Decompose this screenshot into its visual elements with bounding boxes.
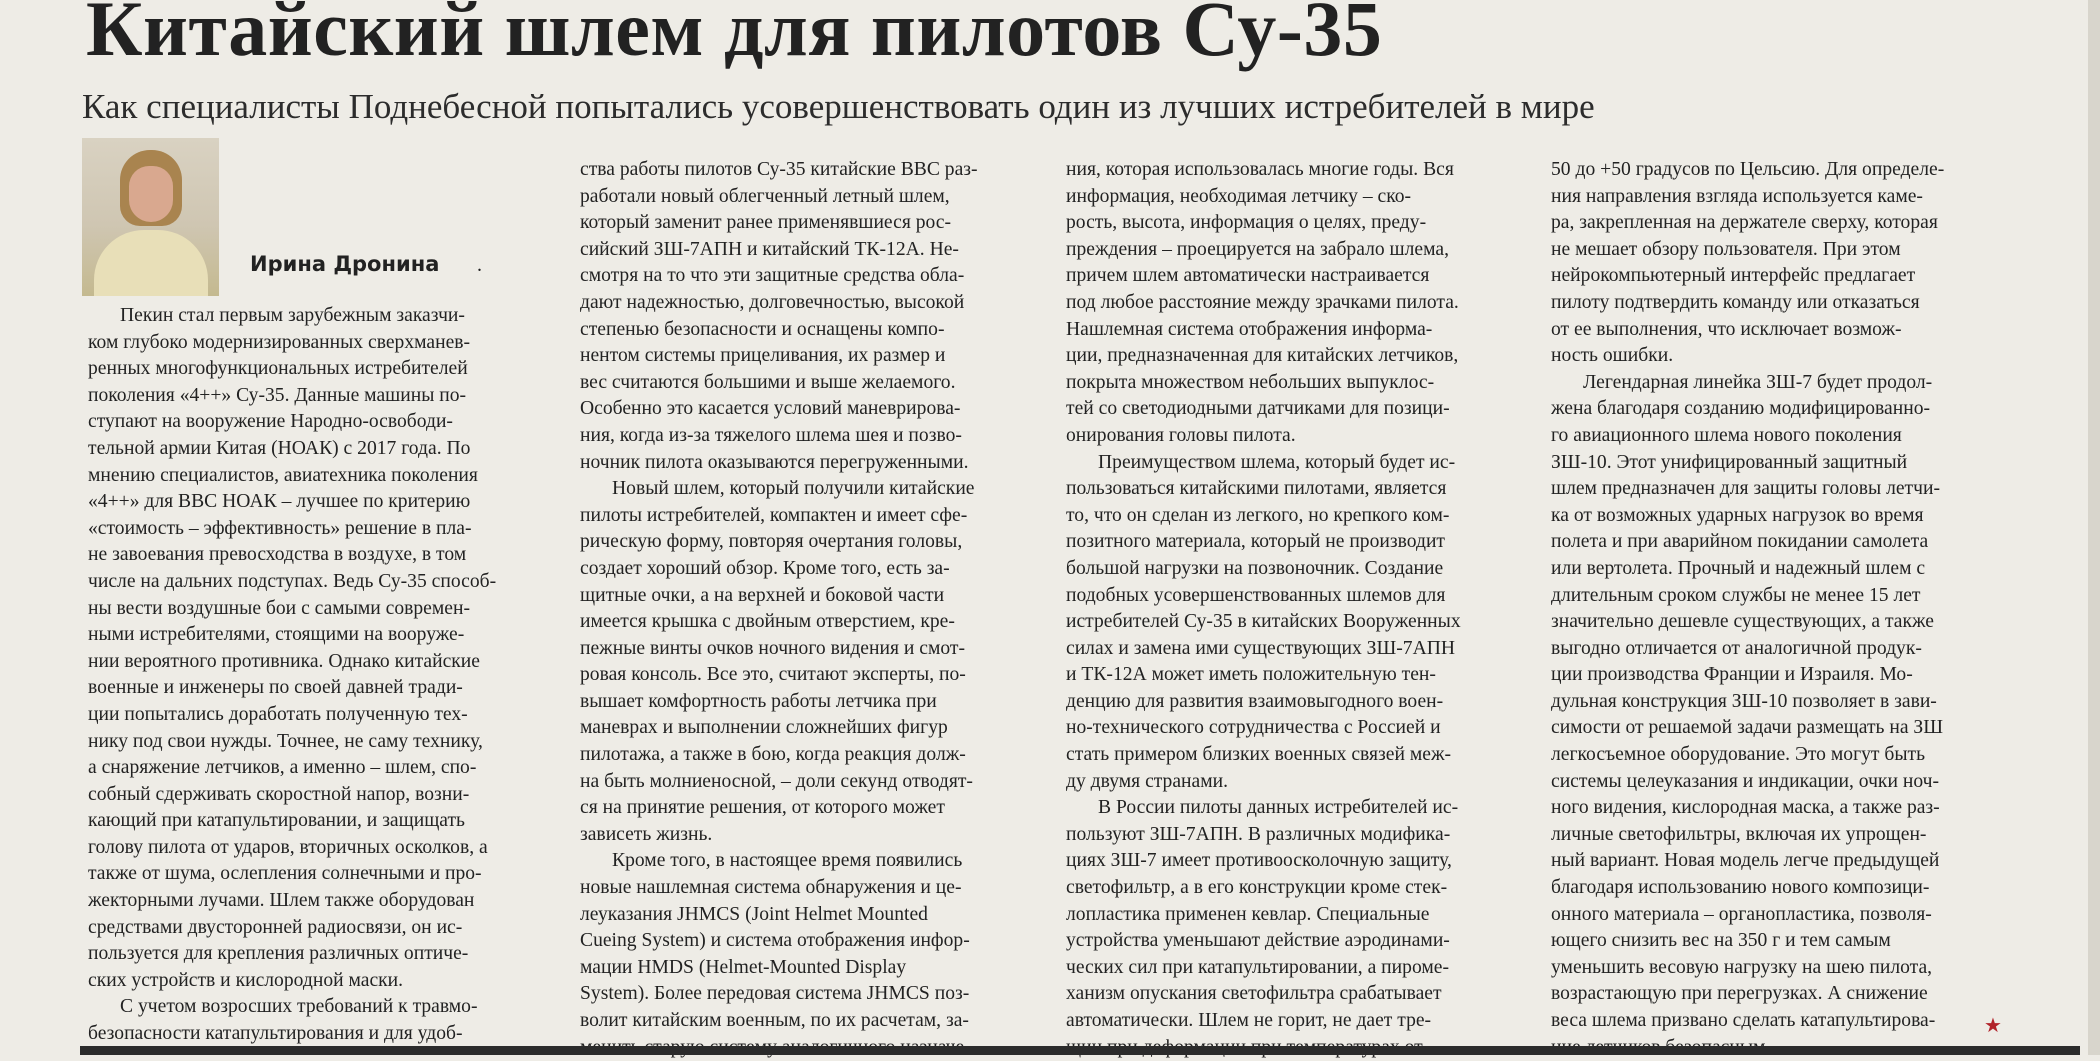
text-line: дульная конструкция ЗШ-10 позволяет в зави- (1551, 690, 1937, 712)
text-line: лопластика применен кевлар. Специальные (1066, 903, 1430, 925)
text-line: нии вероятного противника. Однако китайские (88, 650, 480, 672)
text-line: создает хороший обзор. Кроме того, есть за- (580, 557, 950, 579)
text-line: личные светофильтры, включая их упрощен- (1551, 823, 1927, 845)
text-line: большой нагрузки на позвоночник. Создание (1066, 557, 1444, 579)
text-line: мации HMDS (Helmet-Mounted Display (580, 956, 907, 978)
text-line: поколения «4++» Су-35. Данные машины по- (88, 384, 467, 406)
text-line: ного видения, кислородная маска, а также раз- (1551, 797, 1940, 819)
text-line: также от шума, ослепления солнечными и про- (88, 863, 482, 885)
text-line: голову пилота от ударов, вторичных осколков, а (88, 836, 488, 858)
text-line: зависеть жизнь. (580, 823, 713, 845)
text-line: ся на принятие решения, от которого может (580, 797, 945, 819)
text-line: онирования головы пилота. (1066, 424, 1296, 446)
text-line: ровая консоль. Все это, считают эксперты, по- (580, 664, 966, 686)
text-line: подобных усовершенствованных шлемов для (1066, 584, 1446, 606)
text-line: ства работы пилотов Су-35 китайские ВВС раз- (580, 159, 978, 180)
text-line: собный сдерживать скоростной напор, возни- (88, 783, 470, 805)
text-line: ступают на вооружение Народно-освободи- (88, 411, 453, 433)
text-line: ночник пилота оказываются перегруженными. (580, 451, 969, 473)
text-line: и ТК-12А может иметь положительную тен- (1066, 664, 1436, 686)
text-line: пилотажа, а также в бою, когда реакция долж- (580, 744, 966, 766)
text-line: светофильтр, а в его конструкции кроме стек- (1066, 877, 1448, 899)
text-line: числе на дальних подступах. Ведь Су-35 способ- (88, 570, 497, 592)
text-line: пользуется для крепления различных оптиче- (88, 943, 469, 965)
text-line: Нашлемная система отображения информа- (1066, 318, 1433, 340)
text-line: имеется крышка с двойным отверстием, кре- (580, 611, 955, 633)
text-line: автоматически. Шлем не горит, не дает тре- (1066, 1010, 1432, 1031)
page-edge (2088, 0, 2100, 1055)
article-title: Китайский шлем для пилотов Су-35 (86, 0, 1383, 72)
text-line: а снаряжение летчиков, а именно – шлем, спо- (88, 757, 477, 779)
text-line: ющего снизить вес на 350 г и тем самым (1551, 930, 1891, 952)
text-line: циях ЗШ-7 имеет противоосколочную защиту, (1066, 850, 1452, 872)
text-line: не завоевания превосходства в воздухе, в том (88, 544, 467, 566)
text-line: ра, закрепленная на держателе сверху, которая (1551, 212, 1938, 234)
text-line: силах и замена ими существующих ЗШ-7АПН (1066, 637, 1456, 659)
text-line: сийский ЗШ-7АПН и китайский ТК-12А. Не- (580, 238, 959, 260)
text-line: новые нашлемная система обнаружения и це- (580, 877, 962, 899)
text-line: позитного материала, который не производит (1066, 531, 1445, 553)
text-line: или вертолета. Прочный и надежный шлем с (1551, 557, 1926, 579)
text-line: полета и при аварийном покидании самолета (1551, 531, 1929, 553)
text-line: «4++» для ВВС НОАК – лучшее по критерию (88, 491, 471, 513)
text-line: ции попытались доработать полученную тех- (88, 703, 468, 725)
author-dot: . (477, 254, 482, 276)
text-line: ность ошибки. (1551, 345, 1674, 367)
text-line: не мешает обзору пользователя. При этом (1551, 238, 1901, 260)
text-line: шлем предназначен для защиты головы летчи- (1551, 478, 1940, 500)
text-line: Особенно это касается условий маневрирова- (580, 398, 961, 420)
text-line: под любое расстояние между зрачками пилота. (1066, 291, 1459, 313)
text-line: который заменит ранее применявшиеся рос- (580, 212, 952, 234)
text-line: нику под свои нужды. Точнее, не саму технику, (88, 730, 483, 752)
text-line: В России пилоты данных истребителей ис- (1098, 797, 1459, 819)
text-line: значительно дешевле существующих, а также (1551, 611, 1934, 633)
text-line: вышает комфортность работы летчика при (580, 690, 937, 712)
text-line: пользуют ЗШ-7АПН. В различных модифика- (1066, 823, 1451, 845)
text-line: степенью безопасности и оснащены компо- (580, 318, 945, 340)
text-line: ских устройств и кислородной маски. (88, 969, 404, 991)
text-line: ЗШ-10. Этот унифицированный защитный (1551, 451, 1908, 473)
text-line: щитные очки, а на верхней и боковой части (580, 584, 945, 606)
text-line: Легендарная линейка ЗШ-7 будет продол- (1583, 371, 1933, 393)
text-line: причем шлем автоматически настраивается (1066, 265, 1430, 287)
text-line: нентом системы прицеливания, их размер и (580, 345, 946, 367)
text-column-4 (1551, 157, 2006, 1061)
text-line: покрыта множеством небольших выпуклос- (1066, 371, 1435, 393)
text-line: но-технического сотрудничества с Россией и (1066, 717, 1441, 739)
text-line: устройства уменьшают действие аэродинами- (1066, 930, 1450, 952)
text-line: пилоты истребителей, компактен и имеет сфе- (580, 504, 968, 526)
text-line: Cueing System) и система отображения инфор- (580, 930, 970, 952)
text-line: го авиационного шлема нового поколения (1551, 424, 1902, 446)
text-line: от ее выполнения, что исключает возмож- (1551, 318, 1902, 340)
text-line: пользоваться китайскими пилотами, является (1066, 478, 1447, 500)
text-line: ния, когда из-за тяжелого шлема шея и позво- (580, 424, 962, 446)
text-column-3 (1066, 157, 1524, 1061)
text-line: ными истребителями, стоящими на вооруже- (88, 624, 465, 646)
text-line: ком глубоко модернизированных сверхманев- (88, 331, 471, 353)
text-line: 50 до +50 градусов по Цельсию. Для определе- (1551, 159, 1945, 180)
text-line: уменьшить весовую нагрузку на шею пилота, (1551, 956, 1933, 978)
text-line: рость, высота, информация о целях, преду- (1066, 212, 1427, 234)
text-line: ханизм опускания светофильтра срабатывает (1066, 983, 1442, 1005)
text-line: пилоту подтвердить команду или отказаться (1551, 291, 1920, 313)
text-line: возрастающую при перегрузках. А снижение (1551, 983, 1928, 1005)
text-line: ный вариант. Новая модель легче предыдущей (1551, 850, 1940, 872)
text-line: Пекин стал первым зарубежным заказчи- (120, 305, 465, 326)
text-line: истребителей Су-35 в китайских Вооруженных (1066, 611, 1461, 633)
text-line: системы целеуказания и индикации, очки ноч- (1551, 770, 1939, 792)
text-line: средствами двусторонней радиосвязи, он ис- (88, 916, 463, 938)
text-line: на быть молниеносной, – доли секунд отводят- (580, 770, 973, 792)
text-line: «стоимость – эффективность» решение в пла- (88, 517, 472, 539)
text-line: выгодно отличается от аналогичной продук- (1551, 637, 1922, 659)
bottom-rule (80, 1046, 2080, 1055)
text-line: информация, необходимая летчику – ско- (1066, 185, 1412, 207)
text-line: кающий при катапультировании, и защищать (88, 810, 465, 832)
text-line: ния направления взгляда используется каме- (1551, 185, 1923, 207)
text-column-2 (580, 157, 1038, 1061)
text-line: Кроме того, в настоящее время появились (612, 850, 963, 872)
end-of-article-star-icon: ★ (1984, 1015, 2002, 1037)
text-line: System). Более передовая система JHMCS поз- (580, 983, 970, 1005)
author-name: Ирина Дронина (250, 252, 440, 276)
text-line: стать примером близких военных связей меж- (1066, 744, 1452, 766)
text-line: ренных многофункциональных истребителей (88, 358, 468, 380)
text-line: жекторными лучами. Шлем также оборудован (88, 890, 475, 912)
text-line: ции, предназначенная для китайских летчиков, (1066, 345, 1459, 367)
text-line: Новый шлем, который получили китайские (612, 478, 975, 500)
text-line: дают надежностью, долговечностью, высокой (580, 291, 965, 313)
text-line: длительным сроком службы не менее 15 лет (1551, 584, 1921, 606)
text-line: ка от возможных ударных нагрузок во время (1551, 504, 1924, 526)
text-line: нейрокомпьютерный интерфейс предлагает (1551, 265, 1916, 287)
author-photo (82, 138, 219, 296)
text-line: Преимуществом шлема, который будет ис- (1098, 451, 1456, 473)
text-line: волит китайским военным, по их расчетам, за- (580, 1010, 969, 1031)
text-line: рическую форму, повторяя очертания головы, (580, 531, 963, 553)
text-line: преждения – проецируется на забрало шлема, (1066, 238, 1449, 260)
text-line: симости от решаемой задачи размещать на ЗШ (1551, 717, 1944, 739)
text-line: онного материала – органопластика, позволя- (1551, 903, 1932, 925)
text-column-1 (88, 303, 553, 1048)
text-line: пежные винты очков ночного видения и смот- (580, 637, 965, 659)
text-line: ции производства Франции и Израиля. Мо- (1551, 664, 1913, 686)
text-line: ны вести воздушные бои с самыми современ- (88, 597, 470, 619)
article-subtitle: Как специалисты Поднебесной попытались усовершенствовать один из лучших истребителей в мире (82, 87, 1595, 126)
text-line: С учетом возросших требований к травмо- (120, 996, 478, 1018)
text-line: смотря на то что эти защитные средства обла- (580, 265, 965, 287)
text-line: леуказания JHMCS (Joint Helmet Mounted (580, 903, 928, 925)
text-line: ческих сил при катапультировании, а пироме- (1066, 956, 1449, 978)
text-line: жена благодаря созданию модифицированно- (1551, 398, 1931, 420)
text-line: тей со светодиодными датчиками для позици- (1066, 398, 1450, 420)
text-line: мнению специалистов, авиатехника поколения (88, 464, 478, 486)
text-line: веса шлема призвано сделать катапультирова- (1551, 1010, 1936, 1031)
text-line: работали новый облегченный летный шлем, (580, 185, 950, 207)
text-line: ду двумя странами. (1066, 770, 1229, 792)
text-line: то, что он сделан из легкого, но крепкого ком- (1066, 504, 1450, 526)
text-line: ния, которая использовалась многие годы. Вся (1066, 159, 1454, 180)
text-line: легкосъемное оборудование. Это могут быть (1551, 744, 1926, 766)
text-line: военные и инженеры по своей давней тради- (88, 677, 463, 699)
text-line: денцию для развития взаимовыгодного воен- (1066, 690, 1444, 712)
text-line: тельной армии Китая (НОАК) с 2017 года. По (88, 437, 471, 459)
text-line: благодаря использованию нового композици- (1551, 877, 1930, 899)
text-line: безопасности катапультирования и для удоб- (88, 1023, 463, 1045)
text-line: вес считаются большими и выше желаемого. (580, 371, 956, 393)
text-line: маневрах и выполнении сложнейших фигур (580, 717, 948, 739)
